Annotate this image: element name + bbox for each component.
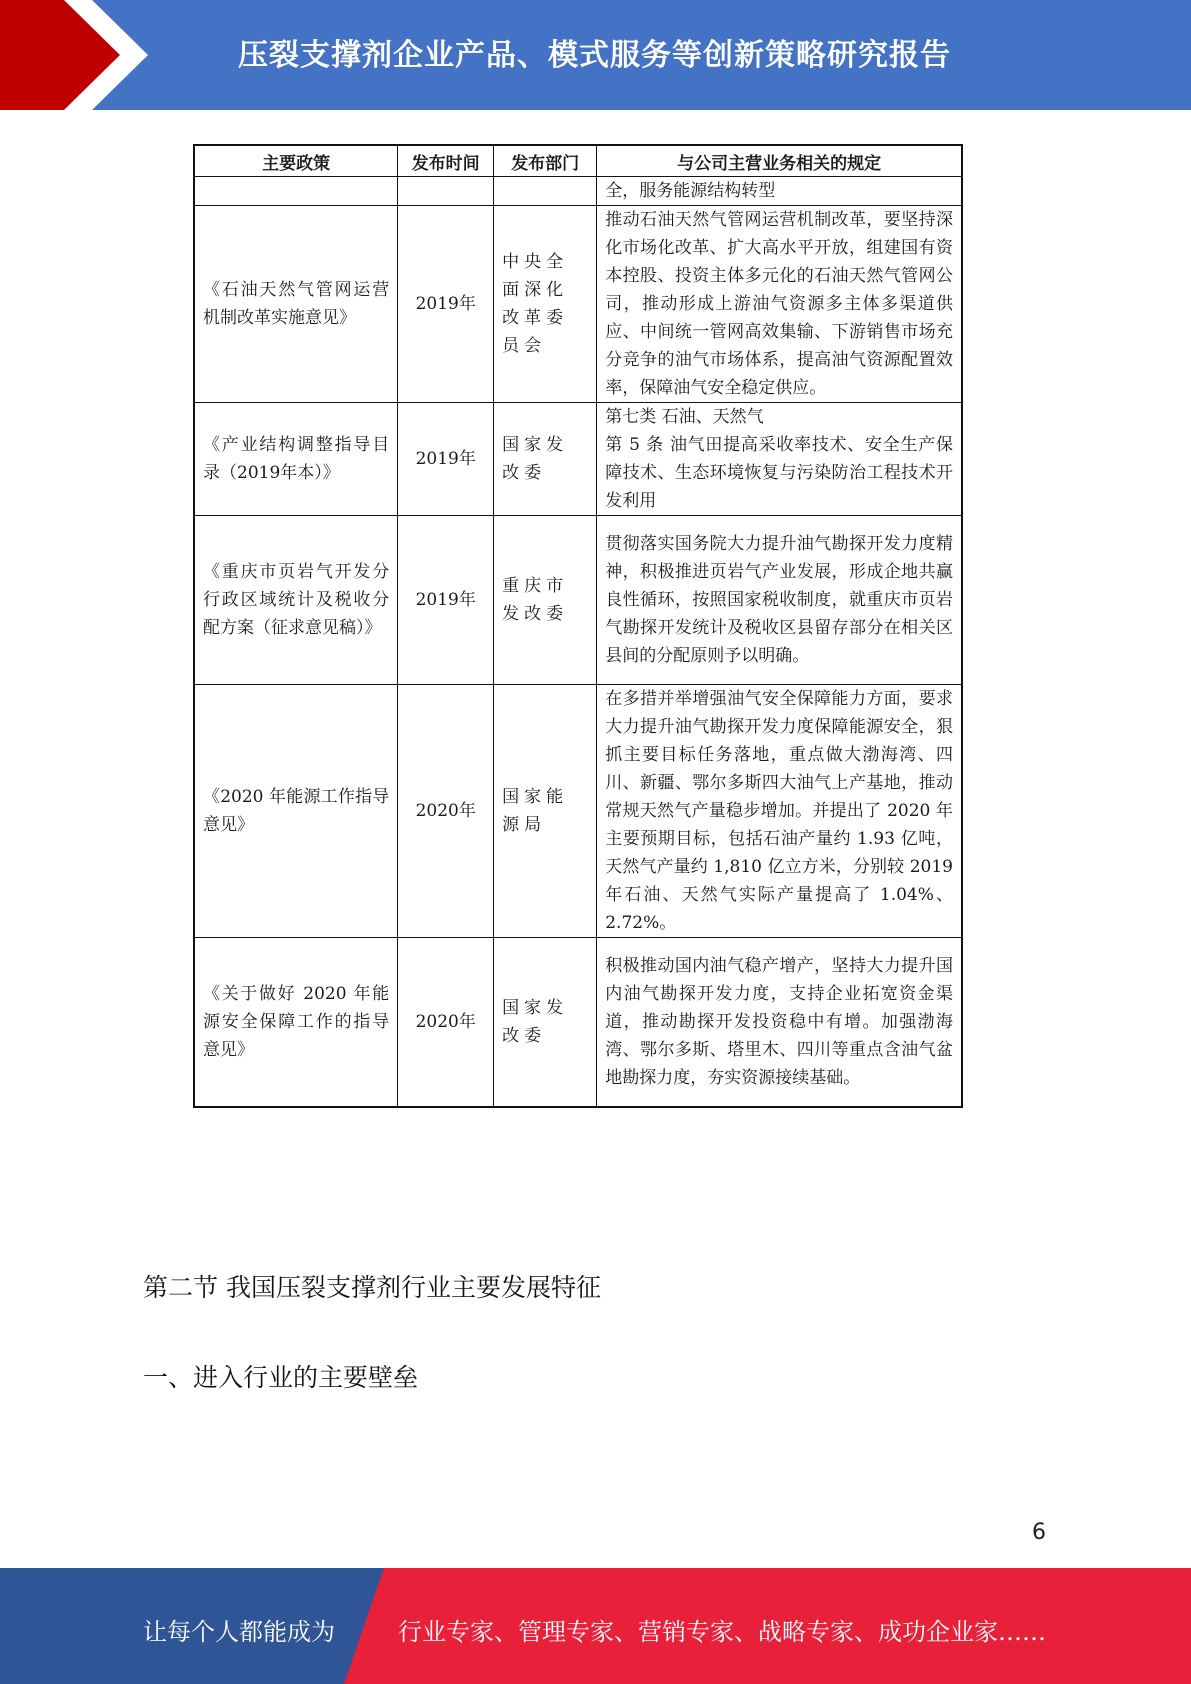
- policy-name-cell: 《关于做好 2020 年能源安全保障工作的指导意见》: [194, 938, 398, 1107]
- policy-name-cell: 《石油天然气管网运营机制改革实施意见》: [194, 206, 398, 403]
- department-cell: 中央全面深化改革委员会: [494, 206, 597, 403]
- department-cell: 国家发改委: [494, 403, 597, 516]
- provision-cell: 全，服务能源结构转型: [597, 177, 962, 206]
- column-header-department: 发布部门: [494, 145, 597, 177]
- department-cell: 重庆市发改委: [494, 516, 597, 685]
- table-header-row: [194, 145, 962, 177]
- page-number: 6: [1032, 1520, 1046, 1545]
- release-date-cell: 2019年: [398, 516, 494, 685]
- provision-cell: 贯彻落实国务院大力提升油气勘探开发力度精神，积极推进页岩气产业发展，形成企地共赢良性循环，按照国家税收制度，就重庆市页岩气勘探开发统计及税收区县留存部分在相关区县间的分配原则予以明确。: [597, 516, 962, 685]
- policy-name-cell: 《重庆市页岩气开发分行政区域统计及税收分配方案（征求意见稿）》: [194, 516, 398, 685]
- footer-slogan-right: 行业专家、管理专家、营销专家、战略专家、成功企业家……: [398, 1618, 1046, 1646]
- page-footer: [0, 1568, 1191, 1684]
- column-header-date: 发布时间: [398, 145, 494, 177]
- provision-cell: 推动石油天然气管网运营机制改革，要坚持深化市场化改革、扩大高水平开放，组建国有资本控股、投资主体多元化的石油天然气管网公司，推动形成上游油气资源多主体多渠道供应、中间统一管网高效集输、下游销售市场充分竞争的油气市场体系，提高油气资源配置效率，保障油气安全稳定供应。: [597, 206, 962, 403]
- provision-cell: 积极推动国内油气稳产增产，坚持大力提升国内油气勘探开发力度，支持企业拓宽资金渠道，推动勘探开发投资稳中有增。加强渤海湾、鄂尔多斯、塔里木、四川等重点含油气盆地勘探力度，夯实资源接续基础。: [597, 938, 962, 1107]
- page-header: [0, 0, 1191, 110]
- department-cell: [494, 177, 597, 206]
- release-date-cell: [398, 177, 494, 206]
- table-row: [194, 403, 962, 516]
- policy-name-cell: [194, 177, 398, 206]
- provision-cell: 在多措并举增强油气安全保障能力方面，要求大力提升油气勘探开发力度保障能源安全，狠抓主要目标任务落地，重点做大渤海湾、四川、新疆、鄂尔多斯四大油气上产基地，推动常规天然气产量稳步增加。并提出了 2020 年主要预期目标，包括石油产量约 1.93 亿吨，天然气产量约 1,810 亿立方米，分别较 2019 年石油、天然气实际产量提高了 1.04%、2.72%。: [597, 685, 962, 938]
- provision-cell: 第七类 石油、天然气 第 5 条 油气田提高采收率技术、安全生产保障技术、生态环境恢复与污染防治工程技术开发利用: [597, 403, 962, 516]
- subsection-heading: 一、进入行业的主要壁垒: [143, 1363, 419, 1392]
- policy-table: [193, 144, 963, 1108]
- release-date-cell: 2019年: [398, 403, 494, 516]
- column-header-policy: 主要政策: [194, 145, 398, 177]
- policy-name-cell: 《2020 年能源工作指导意见》: [194, 685, 398, 938]
- table-row: [194, 516, 962, 685]
- table-row: [194, 206, 962, 403]
- department-cell: 国家能源局: [494, 685, 597, 938]
- table-row: [194, 938, 962, 1107]
- release-date-cell: 2020年: [398, 685, 494, 938]
- release-date-cell: 2020年: [398, 938, 494, 1107]
- table-row: [194, 177, 962, 206]
- column-header-provisions: 与公司主营业务相关的规定: [597, 145, 962, 177]
- department-cell: 国家发改委: [494, 938, 597, 1107]
- header-arrow-decoration: [0, 0, 150, 110]
- table-row: [194, 685, 962, 938]
- section-heading: 第二节 我国压裂支撑剂行业主要发展特征: [143, 1273, 601, 1302]
- footer-slogan-left: 让每个人都能成为: [143, 1618, 335, 1646]
- policy-name-cell: 《产业结构调整指导目录（2019年本）》: [194, 403, 398, 516]
- report-title: 压裂支撑剂企业产品、模式服务等创新策略研究报告: [238, 38, 951, 73]
- release-date-cell: 2019年: [398, 206, 494, 403]
